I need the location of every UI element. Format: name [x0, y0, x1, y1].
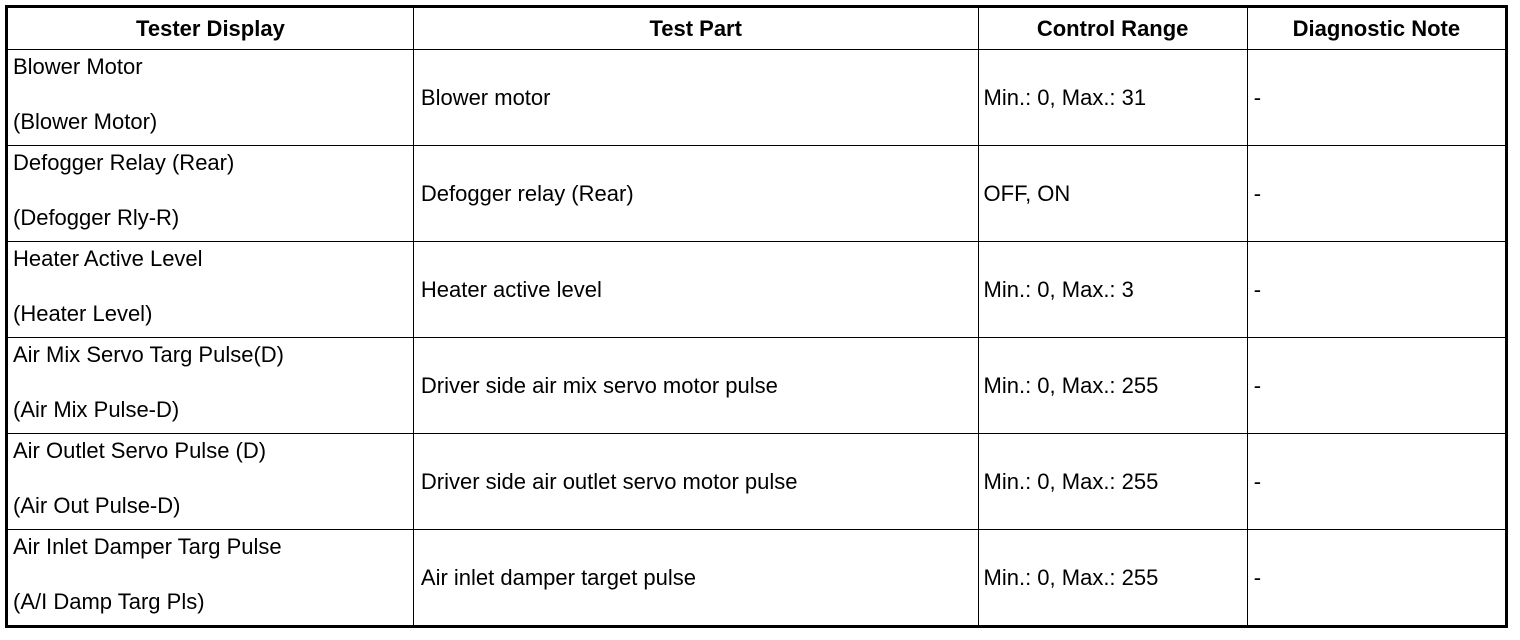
header-diagnostic-note: Diagnostic Note [1247, 7, 1506, 50]
tester-display-name: Defogger Relay (Rear) [13, 150, 235, 175]
table-header [7, 7, 1507, 50]
control-range-cell: Min.: 0, Max.: 3 [978, 242, 1247, 338]
control-range-cell: Min.: 0, Max.: 255 [978, 530, 1247, 627]
tester-display-cell [7, 530, 414, 627]
tester-display-name: Air Inlet Damper Targ Pulse [13, 534, 282, 559]
tester-display-abbrev: (Air Out Pulse-D) [13, 493, 181, 518]
table-row [7, 530, 1507, 627]
active-test-table [5, 5, 1508, 628]
diagnostic-note-cell: - [1247, 434, 1506, 530]
tester-display-name: Heater Active Level [13, 246, 203, 271]
control-range-cell: Min.: 0, Max.: 31 [978, 50, 1247, 146]
control-range-cell: Min.: 0, Max.: 255 [978, 434, 1247, 530]
diagnostic-note-cell: - [1247, 146, 1506, 242]
diagnostic-note-cell: - [1247, 242, 1506, 338]
tester-display-cell [7, 242, 414, 338]
tester-display-cell [7, 50, 414, 146]
control-range-cell: Min.: 0, Max.: 255 [978, 338, 1247, 434]
tester-display-abbrev: (Air Mix Pulse-D) [13, 397, 180, 422]
table-row [7, 434, 1507, 530]
tester-display-abbrev: (Blower Motor) [13, 109, 158, 134]
test-part-cell: Heater active level [413, 242, 978, 338]
table-body [7, 50, 1507, 627]
table-row [7, 242, 1507, 338]
header-test-part: Test Part [413, 7, 978, 50]
diagnostic-note-cell: - [1247, 50, 1506, 146]
tester-display-abbrev: (Defogger Rly-R) [13, 205, 180, 230]
tester-display-cell [7, 146, 414, 242]
table-row [7, 338, 1507, 434]
tester-display-cell [7, 434, 414, 530]
tester-display-name: Blower Motor [13, 54, 143, 79]
tester-display-abbrev: (A/I Damp Targ Pls) [13, 589, 205, 614]
header-control-range: Control Range [978, 7, 1247, 50]
tester-display-name: Air Outlet Servo Pulse (D) [13, 438, 267, 463]
tester-display-cell [7, 338, 414, 434]
tester-display-name: Air Mix Servo Targ Pulse(D) [13, 342, 284, 367]
header-tester-display: Tester Display [7, 7, 414, 50]
diagnostic-note-cell: - [1247, 530, 1506, 627]
table-row [7, 146, 1507, 242]
test-part-cell: Driver side air outlet servo motor pulse [413, 434, 978, 530]
test-part-cell: Air inlet damper target pulse [413, 530, 978, 627]
test-part-cell: Defogger relay (Rear) [413, 146, 978, 242]
test-part-cell: Driver side air mix servo motor pulse [413, 338, 978, 434]
header-row [7, 7, 1507, 50]
test-part-cell: Blower motor [413, 50, 978, 146]
tester-display-abbrev: (Heater Level) [13, 301, 153, 326]
table-row [7, 50, 1507, 146]
control-range-cell: OFF, ON [978, 146, 1247, 242]
diagnostic-note-cell: - [1247, 338, 1506, 434]
